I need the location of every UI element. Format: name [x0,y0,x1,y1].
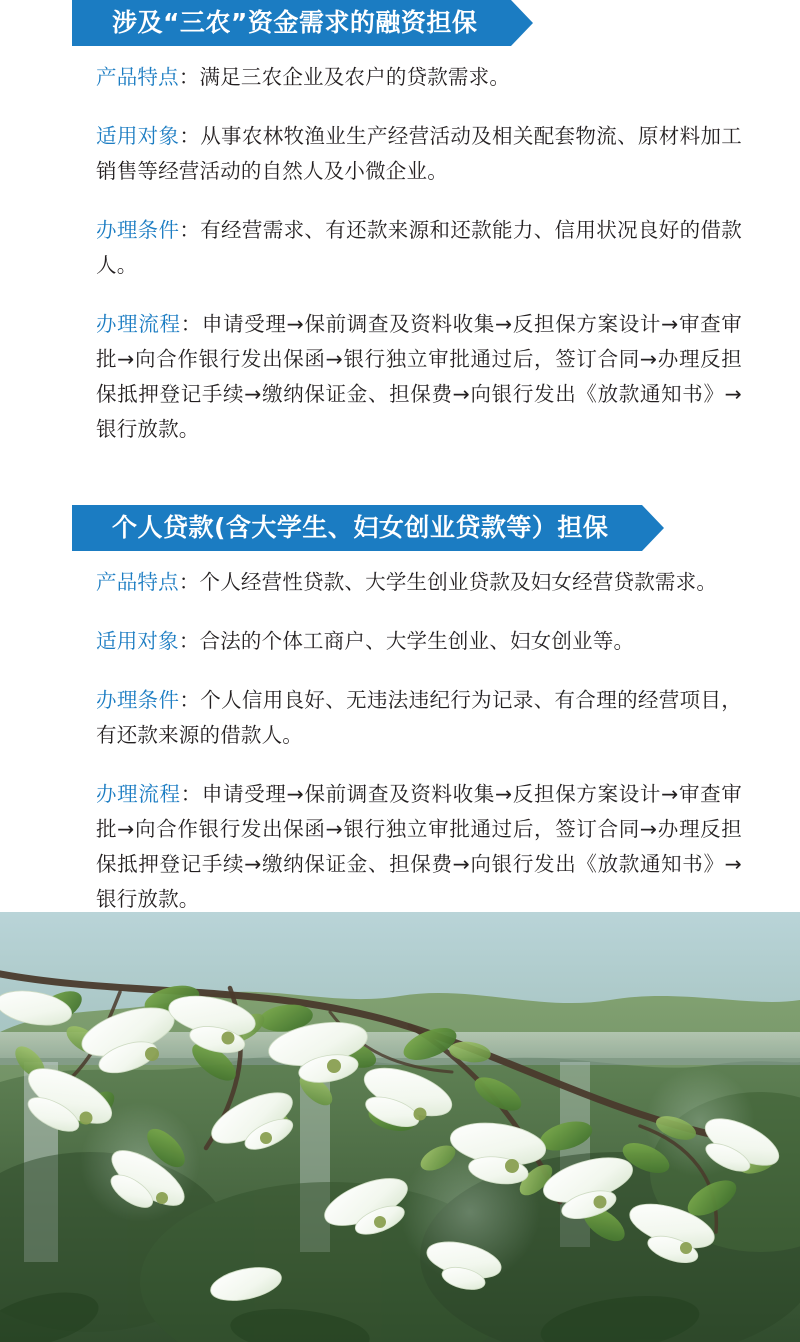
target-audience-text-2: 合法的个体工商户、大学生创业、妇女创业等。 [199,629,635,653]
section-content-1 [0,60,800,447]
colon-1: ： [178,65,200,89]
conditions-text-1: 有经营需求、有还款来源和还款能力、信用状况良好的借款人。 [96,218,742,277]
section-banner-wrap-2 [0,505,800,565]
product-features-label-2: 产品特点 [96,570,179,594]
colon-8: ： [180,782,202,806]
colon-7: ： [179,688,201,712]
colon-2: ： [179,124,201,148]
product-features-text-1: 满足三农企业及农户的贷款需求。 [199,65,511,89]
target-audience-paragraph-2 [96,624,742,659]
conditions-label-2: 办理条件 [96,688,180,712]
process-text-1: 申请受理→保前调查及资料收集→反担保方案设计→审查审批→向合作银行发出保函→银行独立审批通过后，签订合同→办理反担保抵押登记手续→缴纳保证金、担保费→向银行发出《放款通知书》→银行放款。 [96,312,742,441]
section-banner-1: 涉及“三农”资金需求的融资担保 [72,0,511,46]
colon-3: ： [179,218,201,242]
process-paragraph-1 [96,307,742,447]
colon-6: ： [178,629,200,653]
colon-5: ： [178,570,200,594]
conditions-paragraph-1 [96,213,742,283]
process-label-1: 办理流程 [96,312,181,336]
section-banner-wrap-1 [0,0,800,60]
conditions-label-1: 办理条件 [96,218,180,242]
process-text-2: 申请受理→保前调查及资料收集→反担保方案设计→审查审批→向合作银行发出保函→银行独立审批通过后，签订合同→办理反担保抵押登记手续→缴纳保证金、担保费→向银行发出《放款通知书》→银行放款。 [96,782,742,911]
conditions-text-2: 个人信用良好、无违法违纪行为记录、有合理的经营项目，有还款来源的借款人。 [96,688,742,747]
section-banner-2: 个人贷款(含大学生、妇女创业贷款等）担保 [72,505,642,551]
section-content-2 [0,565,800,917]
target-audience-text-1: 从事农林牧渔业生产经营活动及相关配套物流、原材料加工销售等经营活动的自然人及小微企业。 [96,124,742,183]
product-features-paragraph-1 [96,60,742,95]
colon-4: ： [180,312,202,336]
dove-tree-blossom-photo [0,912,800,1342]
product-features-label-1: 产品特点 [96,65,179,89]
target-audience-label-1: 适用对象 [96,124,180,148]
product-features-text-2: 个人经营性贷款、大学生创业贷款及妇女经营贷款需求。 [199,570,718,594]
process-paragraph-2 [96,777,742,917]
product-features-paragraph-2 [96,565,742,600]
target-audience-label-2: 适用对象 [96,629,179,653]
section-divider-space [0,471,800,505]
conditions-paragraph-2 [96,683,742,753]
process-label-2: 办理流程 [96,782,181,806]
target-audience-paragraph-1 [96,119,742,189]
